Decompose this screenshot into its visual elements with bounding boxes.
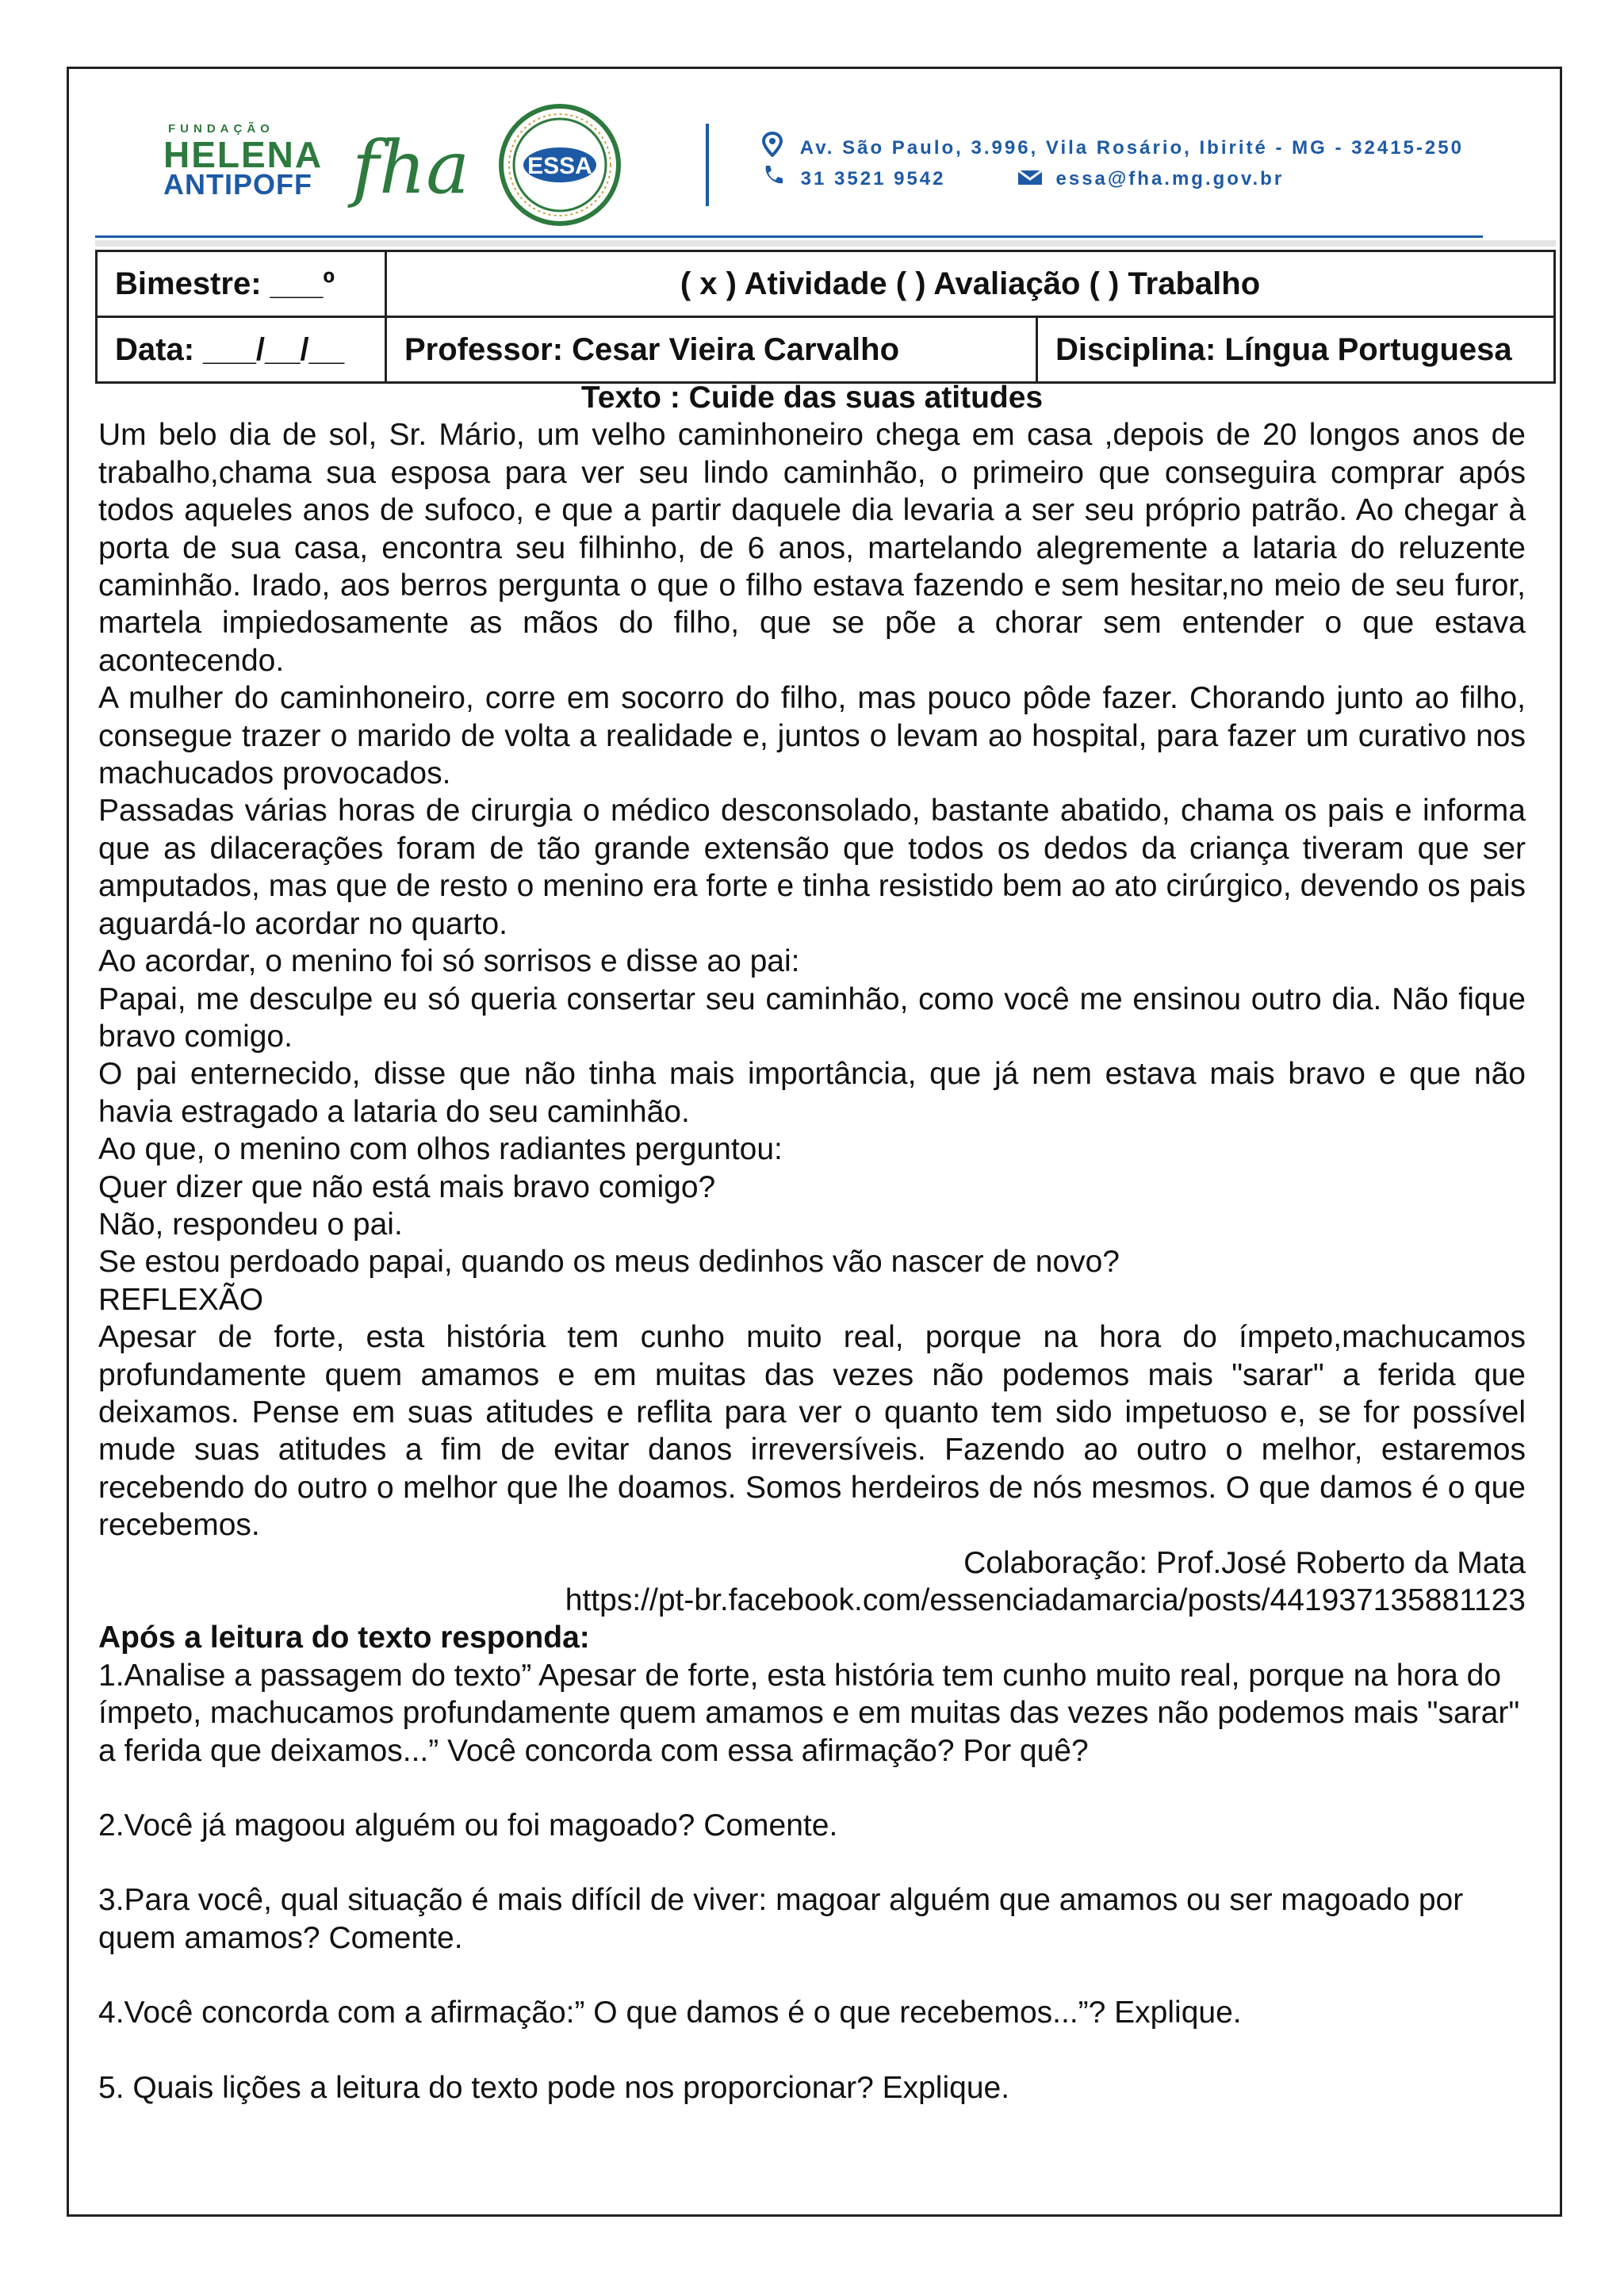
location-pin-icon (761, 132, 793, 166)
info-row-1 (97, 251, 1555, 317)
address-text: Av. São Paulo, 3.996, Vila Rosário, Ibirité - MG - 32415-250 (799, 136, 1464, 159)
envelope-icon (1017, 164, 1048, 196)
logo-fha-mark: fha (352, 125, 470, 210)
contact-block (761, 132, 1507, 195)
address-row (761, 132, 1507, 163)
story-paragraph: Se estou perdoado papai, quando os meus dedinhos vão nascer de novo? (98, 1245, 1120, 1280)
header-rule (95, 235, 1483, 238)
source-url[interactable]: https://pt-br.facebook.com/essenciadamarcia/posts/441937135881123 (565, 1583, 1526, 1617)
question-item: 3.Para você, qual situação é mais difícil de viver: magoar alguém que amamos ou ser magoado por quem amamos? Comente. (98, 1883, 1464, 1955)
email-text: essa@fha.mg.gov.br (1055, 168, 1285, 189)
story-paragraph: Ao que, o menino com olhos radiantes perguntou: (98, 1132, 783, 1167)
date-cell: Data: ___/__/__ (97, 317, 386, 383)
phone-icon (761, 163, 793, 196)
reflection-paragraph: Apesar de forte, esta história tem cunho muito real, porque na hora do ímpeto,machucamos profundamente quem amamos e em muitas das vezes não podemos mais "sarar" a ferida que deixamos. Pense em suas atitudes e reflita para ver o quanto tem sido impetuoso e, se for possível mude suas atitudes a fim de evitar danos irreversíveis. Fazendo ao outro o melhor, estaremos recebendo do outro o melhor que lhe doamos. Somos herdeiros de nós mesmos. O que damos é o que recebemos. (98, 1320, 1526, 1543)
seal-text: ESSA (527, 153, 592, 179)
phone-email-row (761, 163, 1507, 195)
phone-text: 31 3521 9542 (800, 168, 946, 189)
discipline-cell: Disciplina: Língua Portuguesa (1037, 317, 1555, 383)
bimestre-cell: Bimestre: ___º (97, 251, 386, 317)
logo-antipoff: ANTIPOFF (163, 168, 312, 201)
activity-type-cell: ( x ) Atividade ( ) Avaliação ( ) Trabalho (386, 251, 1555, 317)
question-item: 1.Analise a passagem do texto” Apesar de forte, esta história tem cunho muito real, porque na hora do ímpeto, machucamos profundamente quem amamos e em muitas das vezes não podemos mais "sarar" a ferida que deixamos...” Você concorda com essa afirmação? Por quê? (98, 1658, 1520, 1768)
question-item: 2.Você já magoou alguém ou foi magoado? Comente. (98, 1808, 838, 1843)
question-item: 4.Você concorda com a afirmação:” O que damos é o que recebemos...”? Explique. (98, 1996, 1242, 2030)
text-title: Texto : Cuide das suas atitudes (580, 381, 1044, 415)
story-paragraph: Ao acordar, o menino foi só sorrisos e disse ao pai: (98, 944, 800, 979)
logo-small-text: FUNDAÇÃO (168, 122, 274, 136)
info-table (95, 250, 1556, 384)
story-paragraph: Quer dizer que não está mais bravo comigo? (98, 1169, 716, 1204)
letterhead (95, 103, 1491, 238)
story-paragraph: Passadas várias horas de cirurgia o médico desconsolado, bastante abatido, chama os pais e informa que as dilacerações foram de tão grande extensão que todos os dedos da criança tiveram que ser amputados, mas que de resto o menino era forte e tinha resistido bem ao ato cirúrgico, devendo os pais aguardá-lo acordar no quarto. (98, 794, 1526, 941)
story-paragraph: Não, respondeu o pai. (98, 1207, 403, 1242)
header-shadow (95, 240, 1556, 247)
credit-line: Colaboração: Prof.José Roberto da Mata (963, 1545, 1526, 1580)
story-paragraph: Um belo dia de sol, Sr. Mário, um velho caminhoneiro chega em casa ,depois de 20 longos anos de trabalho,chama sua esposa para ver seu lindo caminhão, o primeiro que conseguira comprar após todos aqueles anos de sufoco, e que a partir daquele dia levaria a ser seu próprio patrão. Ao chegar à porta de sua casa, encontra seu filhinho, de 6 anos, martelando alegremente a lataria do reluzente caminhão. Irado, aos berros pergunta o que o filho estava fazendo e sem hesitar,no meio de seu furor, martela impiedosamente as mãos do filho, que se põe a chorar sem entender o que estava acontecendo. (98, 418, 1526, 678)
questions-heading: Após a leitura do texto responda: (98, 1621, 590, 1655)
fha-logo (163, 119, 496, 222)
header-divider (706, 124, 709, 206)
story-paragraph: Papai, me desculpe eu só queria consertar seu caminhão, como você me ensinou outro dia. Não fique bravo comigo. (98, 982, 1526, 1054)
reflection-heading: REFLEXÃO (98, 1282, 264, 1317)
question-item: 5. Quais lições a leitura do texto pode nos proporcionar? Explique. (98, 2070, 1010, 2105)
story-paragraph: O pai enternecido, disse que não tinha mais importância, que já nem estava mais bravo e que não havia estragado a lataria do seu caminhão. (98, 1057, 1526, 1129)
professor-cell: Professor: Cesar Vieira Carvalho (386, 317, 1037, 383)
info-row-2 (97, 317, 1555, 383)
essa-seal-icon (498, 103, 622, 227)
document-body (98, 379, 1526, 2107)
logo-helena: HELENA (163, 134, 324, 175)
story-paragraph: A mulher do caminhoneiro, corre em socorro do filho, mas pouco pôde fazer. Chorando junto ao filho, consegue trazer o marido de volta a realidade e, juntos o levam ao hospital, para fazer um curativo nos machucados provocados. (98, 681, 1526, 791)
